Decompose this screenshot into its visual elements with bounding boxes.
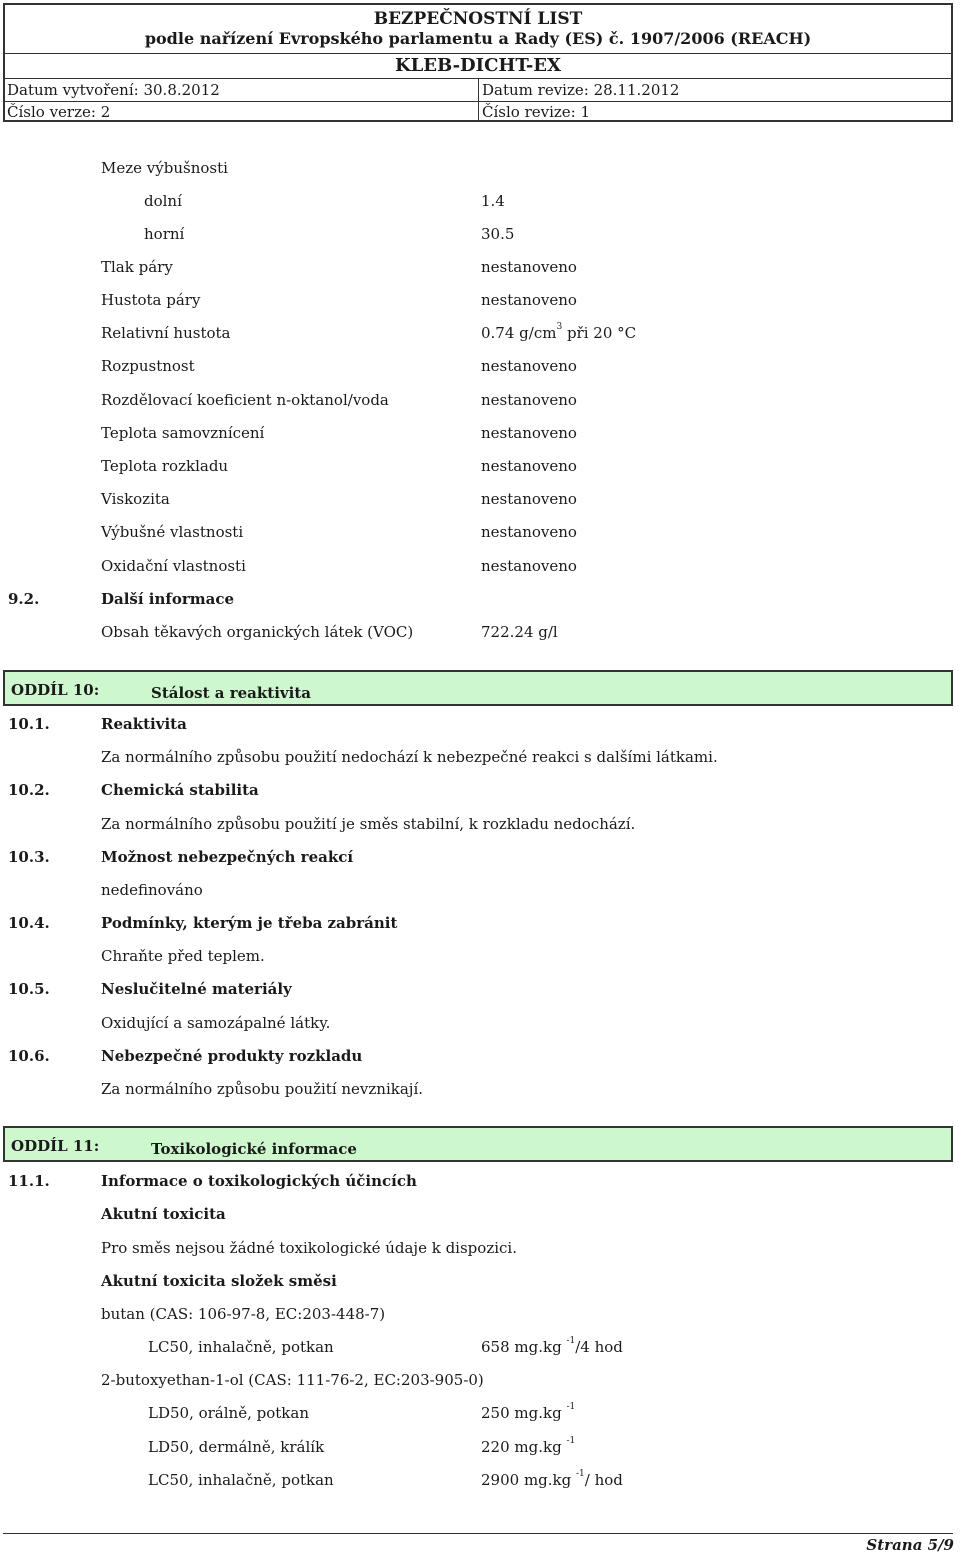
- upper-limit-label: horní: [144, 225, 185, 243]
- property-value: nestanoveno: [481, 557, 577, 575]
- subsection-number: 10.1.: [8, 715, 50, 733]
- lower-limit-label: dolní: [144, 192, 182, 210]
- header-divider: [5, 53, 951, 54]
- property-value: nestanoveno: [481, 523, 577, 541]
- acute-toxicity-title: Akutní toxicita: [101, 1205, 226, 1223]
- subsection-text: Oxidující a samozápalné látky.: [101, 1014, 331, 1032]
- property-label: Rozpustnost: [101, 357, 195, 375]
- value-text: při 20 °C: [562, 324, 637, 342]
- section-number: ODDÍL 10:: [11, 681, 100, 699]
- toxicity-value: [481, 1438, 575, 1456]
- relative-density-value: [481, 324, 636, 342]
- subsection-number: 11.1.: [8, 1172, 50, 1190]
- property-value: nestanoveno: [481, 291, 577, 309]
- value-superscript: -1: [566, 1402, 576, 1412]
- property-value: nestanoveno: [481, 490, 577, 508]
- version-number: Číslo verze: 2: [7, 103, 111, 121]
- header-divider: [5, 101, 951, 102]
- property-label: Viskozita: [101, 490, 170, 508]
- subsection-number: 9.2.: [8, 590, 40, 608]
- toxicity-label: LC50, inhalačně, potkan: [148, 1471, 334, 1489]
- lower-limit-value: 1.4: [481, 192, 505, 210]
- property-label: Tlak páry: [101, 258, 173, 276]
- components-toxicity-title: Akutní toxicita složek směsi: [101, 1272, 337, 1290]
- property-value: nestanoveno: [481, 258, 577, 276]
- value-text: 0.74 g/cm: [481, 324, 557, 342]
- subsection-text: nedefinováno: [101, 881, 203, 899]
- value-text: 658 mg.kg: [481, 1338, 567, 1356]
- subsection-number: 10.4.: [8, 914, 50, 932]
- subsection-text: Za normálního způsobu použití nedochází k nebezpečné reakci s dalšími látkami.: [101, 748, 718, 766]
- subsection-title: Chemická stabilita: [101, 781, 259, 799]
- property-label: Rozdělovací koeficient n-oktanol/voda: [101, 391, 389, 409]
- document-header: [3, 3, 953, 122]
- section-10-header: [3, 670, 953, 706]
- acute-toxicity-text: Pro směs nejsou žádné toxikologické údaje k dispozici.: [101, 1239, 517, 1257]
- value-text: 250 mg.kg: [481, 1404, 567, 1422]
- value-text: 2900 mg.kg: [481, 1471, 576, 1489]
- explosive-limits-label: Meze výbušnosti: [101, 159, 228, 177]
- property-value: nestanoveno: [481, 391, 577, 409]
- section-number: ODDÍL 11:: [11, 1137, 100, 1155]
- component-name: 2-butoxyethan-1-ol (CAS: 111-76-2, EC:203-905-0): [101, 1371, 484, 1389]
- toxicity-value: [481, 1338, 623, 1356]
- toxicity-label: LC50, inhalačně, potkan: [148, 1338, 334, 1356]
- page-number: Strana 5/9: [866, 1536, 954, 1554]
- document-title: BEZPEČNOSTNÍ LIST: [373, 9, 583, 29]
- subsection-text: Chraňte před teplem.: [101, 947, 265, 965]
- revision-number: Číslo revize: 1: [482, 103, 591, 121]
- toxicity-value: [481, 1471, 623, 1489]
- creation-date: Datum vytvoření: 30.8.2012: [7, 81, 220, 99]
- value-superscript: 3: [556, 322, 563, 332]
- section-title: Toxikologické informace: [151, 1140, 357, 1158]
- property-label: Relativní hustota: [101, 324, 231, 342]
- property-value: nestanoveno: [481, 424, 577, 442]
- footer-divider: [3, 1533, 953, 1534]
- subsection-number: 10.3.: [8, 848, 50, 866]
- section-title: Stálost a reaktivita: [151, 684, 311, 702]
- subsection-number: 10.2.: [8, 781, 50, 799]
- voc-label: Obsah těkavých organických látek (VOC): [101, 623, 414, 641]
- property-label: Výbušné vlastnosti: [101, 523, 244, 541]
- toxicity-label: LD50, dermálně, králík: [148, 1438, 325, 1456]
- property-label: Hustota páry: [101, 291, 201, 309]
- value-superscript: -1: [566, 1436, 576, 1446]
- subsection-title: Podmínky, kterým je třeba zabránit: [101, 914, 398, 932]
- component-name: butan (CAS: 106-97-8, EC:203-448-7): [101, 1305, 386, 1323]
- subsection-title: Informace o toxikologických účincích: [101, 1172, 417, 1190]
- upper-limit-value: 30.5: [481, 225, 515, 243]
- value-text: /4 hod: [575, 1338, 623, 1356]
- subsection-title: Další informace: [101, 590, 235, 608]
- property-label: Teplota rozkladu: [101, 457, 229, 475]
- subsection-title: Nebezpečné produkty rozkladu: [101, 1047, 363, 1065]
- property-value: nestanoveno: [481, 457, 577, 475]
- subsection-number: 10.6.: [8, 1047, 50, 1065]
- value-text: / hod: [584, 1471, 623, 1489]
- subsection-title: Možnost nebezpečných reakcí: [101, 848, 354, 866]
- property-label: Oxidační vlastnosti: [101, 557, 246, 575]
- subsection-title: Reaktivita: [101, 715, 187, 733]
- toxicity-value: [481, 1404, 575, 1422]
- subsection-text: Za normálního způsobu použití je směs stabilní, k rozkladu nedochází.: [101, 815, 636, 833]
- subsection-title: Neslučitelné materiály: [101, 980, 292, 998]
- subsection-text: Za normálního způsobu použití nevznikají.: [101, 1080, 424, 1098]
- subsection-number: 10.5.: [8, 980, 50, 998]
- revision-date: Datum revize: 28.11.2012: [482, 81, 680, 99]
- product-name: KLEB-DICHT-EX: [395, 55, 561, 76]
- value-superscript: -1: [566, 1336, 576, 1346]
- section-11-header: [3, 1126, 953, 1162]
- value-superscript: -1: [576, 1469, 585, 1479]
- voc-value: 722.24 g/l: [481, 623, 558, 641]
- property-value: nestanoveno: [481, 357, 577, 375]
- document-subtitle: podle nařízení Evropského parlamentu a Rady (ES) č. 1907/2006 (REACH): [144, 29, 812, 48]
- toxicity-label: LD50, orálně, potkan: [148, 1404, 309, 1422]
- property-label: Teplota samovznícení: [101, 424, 265, 442]
- value-text: 220 mg.kg: [481, 1438, 567, 1456]
